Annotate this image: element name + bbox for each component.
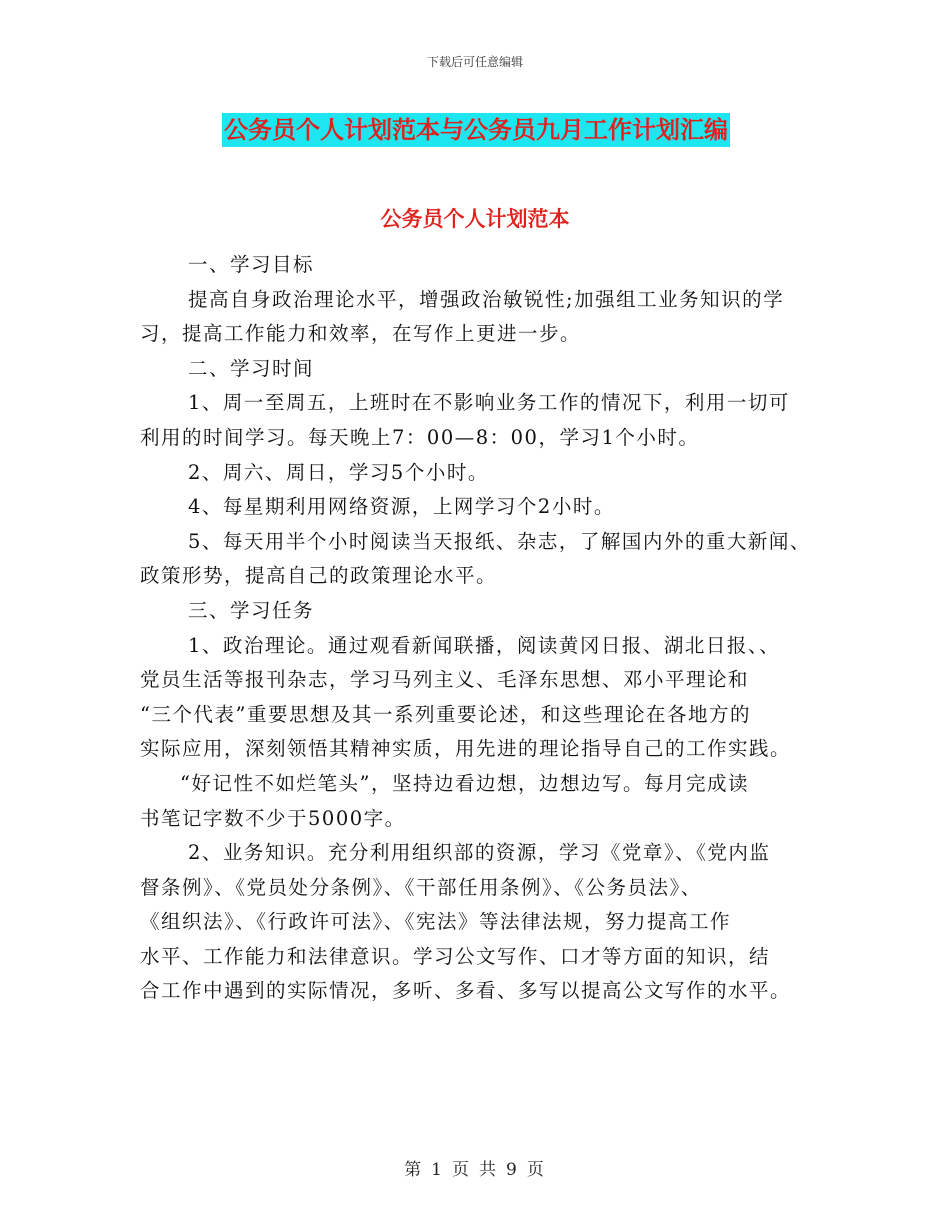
- heading-study-tasks: 三、学习任务: [188, 598, 315, 622]
- footer-prefix: 第: [404, 1160, 424, 1180]
- paragraph-line: 政策形势，提高自己的政策理论水平。: [140, 564, 498, 588]
- header-note: 下载后可任意编辑: [426, 55, 523, 69]
- paragraph-line: 1、政治理论。通过观看新闻联播，阅读黄冈日报、湖北日报、、: [188, 633, 781, 657]
- heading-study-goal: 一、学习目标: [188, 253, 315, 276]
- paragraph-line: 合工作中遇到的实际情况，多听、多看、多写以提高公文写作的水平。: [140, 979, 792, 1003]
- paragraph-line: 党员生活等报刊杂志，学习马列主义、毛泽东思想、邓小平理论和: [140, 668, 750, 692]
- document-title: 公务员个人计划范本与公务员九月工作计划汇编: [222, 113, 730, 147]
- current-page-number: 1: [431, 1160, 444, 1180]
- heading-study-time: 二、学习时间: [188, 356, 315, 380]
- paragraph-line: 利用的时间学习。每天晚上7：00—8：00，学习1个小时。: [140, 425, 700, 449]
- paragraph-line: 书笔记字数不少于5000字。: [140, 806, 406, 830]
- paragraph-line: 实际应用，深刻领悟其精神实质，用先进的理论指导自己的工作实践。: [140, 737, 792, 761]
- footer-total-label: 共: [479, 1160, 498, 1180]
- paragraph-line: 提高自身政治理论水平，增强政治敏锐性;加强组工业务知识的学: [188, 287, 785, 311]
- paragraph-line: “三个代表”重要思想及其一系列重要论述，和这些理论在各地方的: [140, 702, 751, 726]
- paragraph-line: 1、周一至周五，上班时在不影响业务工作的情况下，利用一切可: [188, 391, 790, 415]
- footer-page-label: 页: [452, 1160, 471, 1180]
- footer-suffix: 页: [526, 1160, 546, 1180]
- paragraph-line: 5、每天用半个小时阅读当天报纸、杂志，了解国内外的重大新闻、: [188, 529, 811, 553]
- paragraph-line: 水平、工作能力和法律意识。学习公文写作、口才等方面的知识，结: [140, 944, 771, 968]
- paragraph-line: “好记性不如烂笔头”，坚持边看边想，边想边写。每月完成读: [180, 771, 749, 795]
- paragraph-line: 2、周六、周日，学习5个小时。: [188, 460, 489, 484]
- body-text: [140, 248, 830, 1009]
- paragraph-line: 2、业务知识。充分利用组织部的资源，学习《党章》、《党内监: [188, 841, 771, 865]
- paragraph-line: 《组织法》、《行政许可法》、《宪法》等法律法规，努力提高工作: [140, 910, 732, 934]
- total-page-number: 9: [506, 1160, 519, 1180]
- paragraph-line: 4、每星期利用网络资源，上网学习个2小时。: [188, 495, 615, 519]
- paragraph-line: 习，提高工作能力和效率，在写作上更进一步。: [140, 322, 582, 346]
- paragraph-line: 督条例》、《党员处分条例》、《干部任用条例》、《公务员法》、: [140, 875, 702, 899]
- page-footer: [0, 1155, 950, 1180]
- section-title: 公务员个人计划范本: [380, 206, 570, 231]
